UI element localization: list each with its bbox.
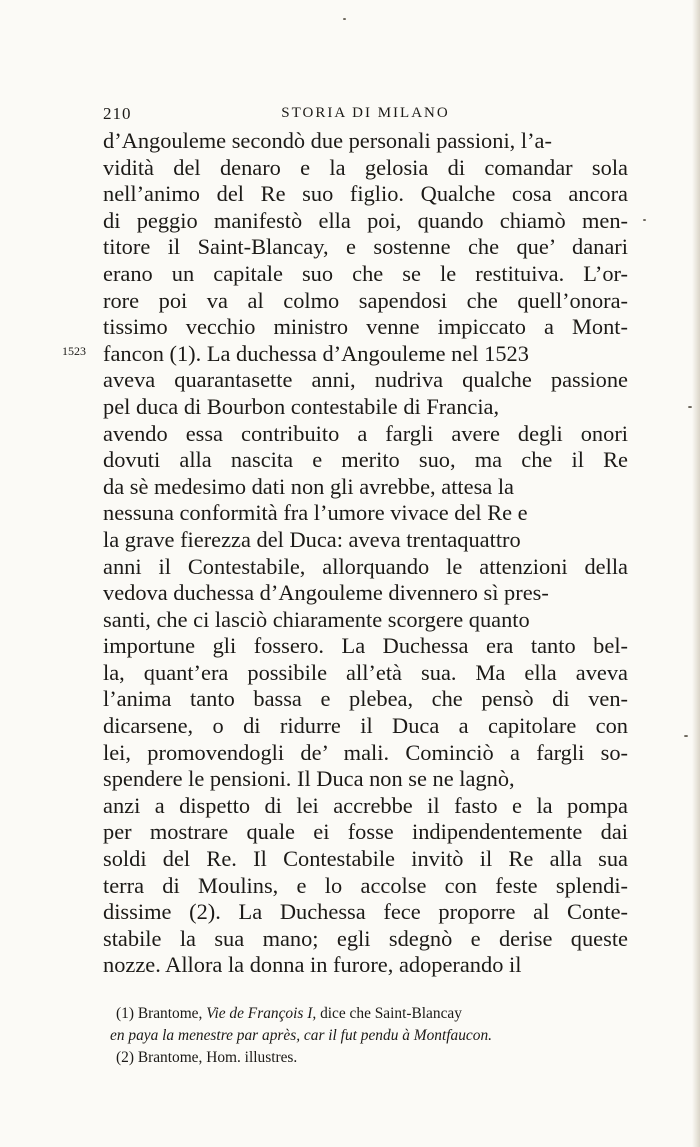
running-title: STORIA DI MILANO [281,105,450,121]
margin-year-note: 1523 [62,344,86,358]
text-line: terra di Moulins, e lo accolse con feste splendi- [103,872,628,898]
text-line: nozze. Allora la donna in furore, adoperando il [103,952,522,978]
text-line: aveva quarantasette anni, nudriva qualche passione [103,367,628,393]
footnotes [110,1003,630,1069]
text-line: erano un capitale suo che se le restituiva. L’or- [103,260,628,286]
paper-speck [643,219,646,221]
footnote-marker: (2) [116,1049,134,1066]
page-edge-shadow [692,0,700,1147]
text-line: avendo essa contribuito a fargli avere degli onori [103,420,628,446]
paper-speck [343,18,346,20]
main-text [103,128,628,979]
text-line: soldi del Re. Il Contestabile invitò il Re alla sua [103,846,628,872]
footnote-1-continuation [110,1025,630,1047]
text-line: tissimo vecchio ministro venne impiccato a Mont- [103,314,628,340]
text-line: lei, promovendogli de’ mali. Cominciò a fargli so- [103,739,628,765]
paper-speck [684,735,688,737]
text-line: santi, che ci lasciò chiaramente scorgere quanto [103,606,530,632]
footnote-author: Brantome, [137,1005,203,1022]
text-line: anni il Contestabile, allorquando le attenzioni della [103,553,628,579]
footnote-2 [110,1047,630,1069]
text-line: dissime (2). La Duchessa fece proporre al Conte- [103,899,628,925]
text-line: nell’animo del Re suo figlio. Qualche cosa ancora [103,181,628,207]
text-line: stabile la sua mano; egli sdegnò e derise queste [103,925,628,951]
text-line: importune gli fossero. La Duchessa era tanto bel- [103,633,628,659]
page-header [103,104,628,126]
text-line: l’anima tanto bassa e plebea, che pensò di ven- [103,686,628,712]
footnote-text: dice che Saint-Blancay [320,1005,462,1022]
footnote-1 [110,1003,630,1025]
footnote-text: Brantome, Hom. illustres. [137,1049,298,1066]
footnote-work-title: Vie de François I, [206,1005,317,1022]
footnote-quote: en paya la menestre par après, car il fut pendu à Montfaucon. [110,1027,492,1044]
footnote-marker: (1) [116,1005,134,1022]
text-line: la grave fierezza del Duca: aveva trentaquattro [103,526,521,552]
text-line: rore poi va al colmo sapendosi che quell’onora- [103,287,628,313]
text-line: di peggio manifestò ella poi, quando chiamò men- [103,207,628,233]
paper-speck [688,406,692,408]
text-line: d’Angouleme secondò due personali passioni, l’a- [103,128,552,153]
text-line: vidità del denaro e la gelosia di comandar sola [103,154,628,180]
text-line: dicarsene, o di ridurre il Duca a capitolare con [103,713,628,739]
page-number: 210 [103,104,132,123]
text-line: per mostrare quale ei fosse indipendentemente dai [103,819,628,845]
text-line: fancon (1). La duchessa d’Angouleme nel 1523 [103,340,529,366]
text-line: la, quant’era possibile all’età sua. Ma ella aveva [103,659,628,685]
text-line: pel duca di Bourbon contestabile di Francia, [103,393,500,419]
text-line: da sè medesimo dati non gli avrebbe, attesa la [103,473,514,499]
text-line: nessuna conformità fra l’umore vivace del Re e [103,500,528,526]
text-line: vedova duchessa d’Angouleme divennero sì pres- [103,580,549,606]
text-line: dovuti alla nascita e merito suo, ma che il Re [103,447,628,473]
text-line: titore il Saint-Blancay, e sostenne che que’ danari [103,234,628,260]
text-line: anzi a dispetto di lei accrebbe il fasto e la pompa [103,792,628,818]
text-line: spendere le pensioni. Il Duca non se ne lagnò, [103,766,515,792]
